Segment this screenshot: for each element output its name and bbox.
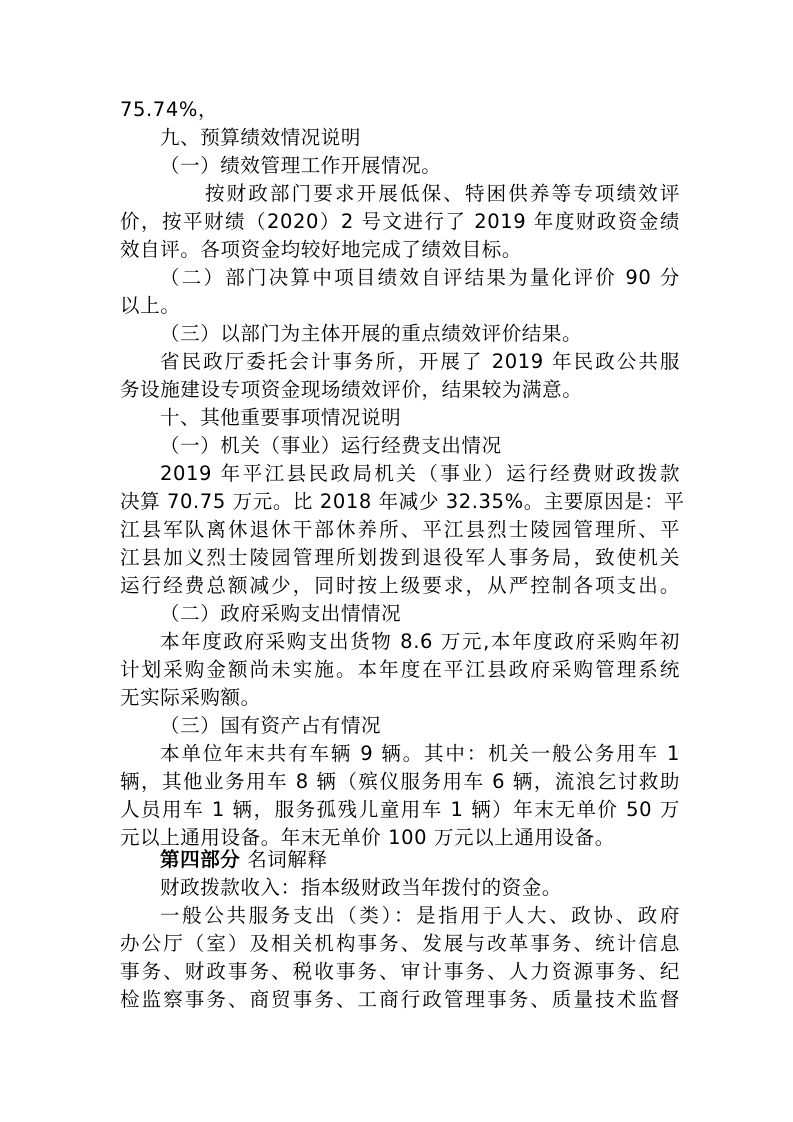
text-line: 2019 年平江县民政局机关（事业）运行经费财政拨款 (160, 462, 680, 485)
text-line: 计划采购金额尚未实施。本年度在平江县政府采购管理系统 (120, 658, 680, 681)
subheading: （三）以部门为主体开展的重点绩效评价结果。 (160, 322, 583, 345)
text-line: 人员用车 1 辆，服务孤残儿童用车 1 辆）年末无单价 50 万 (120, 798, 680, 821)
text-line: 本年度政府采购支出货物 8.6 万元,本年度政府采购年初 (160, 630, 680, 653)
part-four-title: 名词解释 (240, 848, 328, 871)
subheading: （三）国有资产占有情况 (160, 714, 382, 737)
text-line: 决算 70.75 万元。比 2018 年减少 32.35%。主要原因是：平 (120, 490, 685, 513)
subheading: （二）政府采购支出情情况 (160, 602, 402, 625)
text-line: 江县军队离休退休干部休养所、平江县烈士陵园管理所、平 (120, 518, 680, 541)
text-line: 按财政部门要求开展低保、特困供养等专项绩效评 (205, 182, 680, 205)
subheading: （二）部门决算中项目绩效自评结果为量化评价 90 分 (160, 266, 680, 289)
subheading: （一）机关（事业）运行经费支出情况 (160, 434, 502, 457)
text-line: 财政拨款收入：指本级财政当年拨付的资金。 (160, 876, 563, 899)
text-line: 以上。 (120, 294, 181, 317)
text-line: 效自评。各项资金均较好地完成了绩效目标。 (120, 238, 523, 261)
section-heading-other-matters: 十、其他重要事项情况说明 (160, 406, 402, 429)
text-line: 事务、财政事务、税收事务、审计事务、人力资源事务、纪 (120, 960, 680, 983)
text-line: 江县加义烈士陵园管理所划拨到退役军人事务局，致使机关 (120, 546, 680, 569)
text-line: 价，按平财绩（2020）2 号文进行了 2019 年度财政资金绩 (120, 210, 680, 233)
section-heading-budget-performance: 九、预算绩效情况说明 (160, 126, 362, 149)
text-line: 务设施建设专项资金现场绩效评价，结果较为满意。 (120, 378, 583, 401)
text-line: 省民政厅委托会计事务所，开展了 2019 年民政公共服 (160, 350, 680, 373)
text-line: 75.74%， (120, 98, 219, 121)
text-line: 运行经费总额减少，同时按上级要求，从严控制各项支出。 (120, 574, 680, 597)
text-line: 无实际采购额。 (120, 686, 261, 709)
part-four-label: 第四部分 (160, 848, 241, 871)
text-line: 一般公共服务支出（类）：是指用于人大、政协、政府 (160, 904, 680, 927)
text-line: 本单位年末共有车辆 9 辆。其中：机关一般公务用车 1 (160, 742, 680, 765)
text-line: 辆，其他业务用车 8 辆（殡仪服务用车 6 辆，流浪乞讨救助 (120, 770, 680, 793)
text-line: 办公厅（室）及相关机构事务、发展与改革事务、统计信息 (120, 932, 680, 955)
text-line: 元以上通用设备。年末无单价 100 万元以上通用设备。 (120, 826, 615, 849)
text-line: 检监察事务、商贸事务、工商行政管理事务、质量技术监督 (120, 988, 680, 1011)
part-four-heading (160, 846, 680, 874)
subheading: （一）绩效管理工作开展情况。 (160, 154, 442, 177)
